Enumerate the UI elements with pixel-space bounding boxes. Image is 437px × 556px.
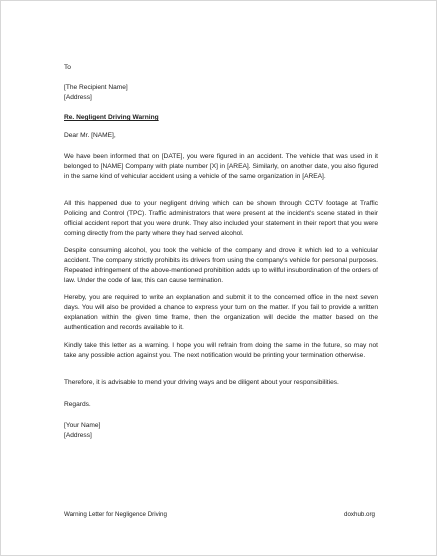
subject-line: Re. Negligent Driving Warning: [64, 114, 159, 121]
closing: Regards.: [64, 401, 91, 408]
footer-site: doxhub.org: [344, 511, 375, 518]
recipient-name: [The Recipient Name]: [64, 84, 128, 91]
sender-address: [Address]: [64, 432, 92, 439]
paragraph-2: All this happened due to your negligent driving which can be shown through CCTV footage at Traffic Policing and Control (TPC). Traffic administrators that were present at the incident's scene stated in their official accident report that you were drunk. They also included your statement in their report that you were coming directly from the party where they had served alcohol.: [64, 200, 378, 237]
paragraph-5: Kindly take this letter as a warning. I hope you will refrain from doing the same in the future, so may not take any possible action against you. The next notification would be printing your termination otherwise.: [64, 342, 378, 359]
sender-name: [Your Name]: [64, 422, 101, 429]
footer-title: Warning Letter for Negligence Driving: [64, 511, 167, 518]
paragraph-3: Despite consuming alcohol, you took the vehicle of the company and drove it which led to a vehicular accident. The company strictly prohibits its drivers from using the company's vehicle for personal purposes. Repeated infringement of the above-mentioned prohibition adds up to willful insubordination of the orders of law. Under the code of law, this can cause termination.: [64, 247, 378, 284]
paragraph-6: Therefore, it is advisable to mend your driving ways and be diligent about your responsibilities.: [64, 379, 339, 386]
to-line: To: [64, 64, 71, 71]
recipient-address: [Address]: [64, 94, 92, 101]
paragraph-4: Hereby, you are required to write an explanation and submit it to the concerned office in the next seven days. You will also be provided a chance to express your turn on the matter. If you fail to provide a written explanation within the given time frame, then the organization will decide the matter based on the authentication and records available to it.: [64, 294, 378, 331]
paragraph-1: We have been informed that on [DATE], you were figured in an accident. The vehicle that was used in it belonged to [NAME] Company with plate number [X] in [AREA]. Similarly, on another date, you also figured in the same kind of vehicular accident using a vehicle of the same organization in [AREA].: [64, 153, 378, 180]
salutation: Dear Mr. [NAME],: [64, 132, 116, 139]
